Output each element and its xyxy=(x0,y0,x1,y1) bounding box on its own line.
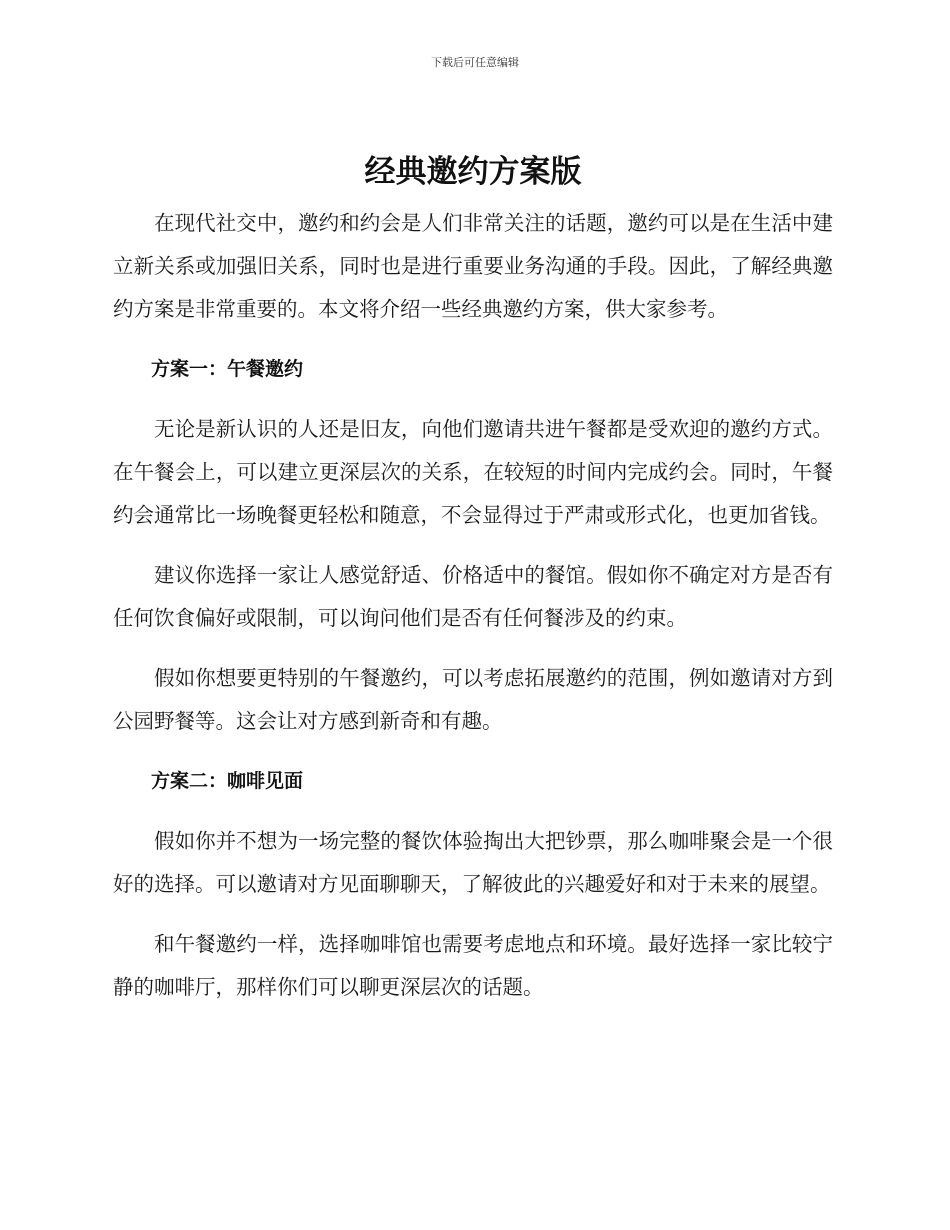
section-heading: 方案一：午餐邀约 xyxy=(151,358,304,380)
section-paragraph: 假如你并不想为一场完整的餐饮体验掏出大把钞票，那么咖啡聚会是一个很好的选择。可以邀请对方见面聊聊天，了解彼此的兴趣爱好和对于未来的展望。 xyxy=(113,829,833,896)
document-title: 经典邀约方案版 xyxy=(364,154,582,190)
document-body xyxy=(113,150,833,1026)
section-paragraph: 无论是新认识的人还是旧友，向他们邀请共进午餐都是受欢迎的邀约方式。在午餐会上，可以建立更深层次的关系，在较短的时间内完成约会。同时，午餐约会通常比一场晚餐更轻松和随意，不会显得过于严肃或形式化，也更加省钱。 xyxy=(113,417,833,527)
section-paragraph: 建议你选择一家让人感觉舒适、价格适中的餐馆。假如你不确定对方是否有任何饮食偏好或限制，可以询问他们是否有任何餐涉及的约束。 xyxy=(113,563,833,630)
section-paragraph: 和午餐邀约一样，选择咖啡馆也需要考虑地点和环境。最好选择一家比较宁静的咖啡厅，那样你们可以聊更深层次的话题。 xyxy=(113,932,833,999)
page-header-note: 下载后可任意编辑 xyxy=(431,56,519,69)
section-heading: 方案二：咖啡见面 xyxy=(151,770,304,792)
section-paragraph: 假如你想要更特别的午餐邀约，可以考虑拓展邀约的范围，例如邀请对方到公园野餐等。这会让对方感到新奇和有趣。 xyxy=(113,666,833,733)
intro-paragraph: 在现代社交中，邀约和约会是人们非常关注的话题，邀约可以是在生活中建立新关系或加强旧关系，同时也是进行重要业务沟通的手段。因此，了解经典邀约方案是非常重要的。本文将介绍一些经典邀约方案，供大家参考。 xyxy=(113,211,833,321)
